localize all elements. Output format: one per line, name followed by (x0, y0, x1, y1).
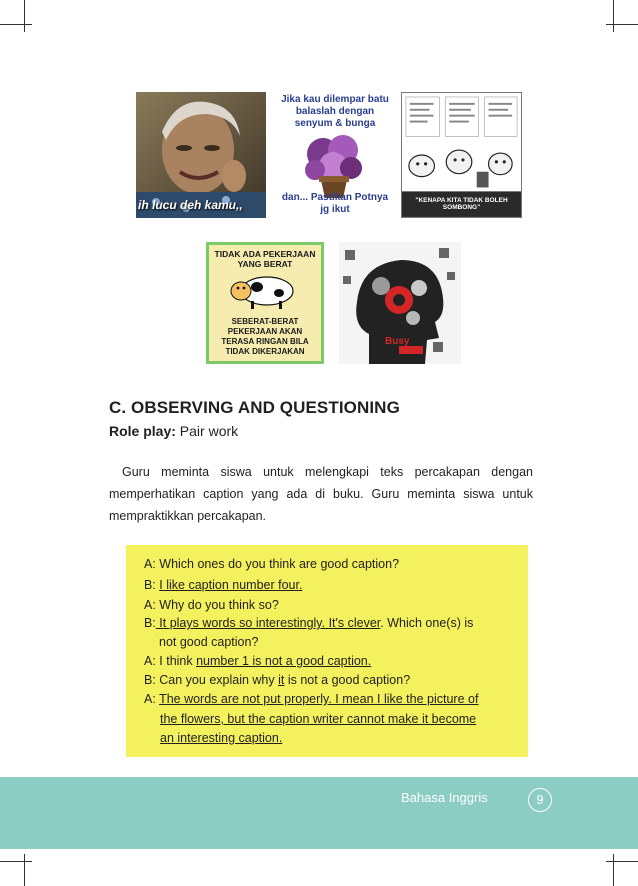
dialog-text: . Which one(s) is (380, 616, 474, 630)
section-heading: C. OBSERVING AND QUESTIONING (109, 398, 400, 417)
role-play-text: Pair work (179, 423, 239, 439)
dialog-line (159, 635, 258, 649)
dialog-answer: It plays words so interestingly. It's clever (155, 616, 381, 630)
dialog-line (144, 616, 473, 630)
dialog-line (160, 712, 476, 726)
instruction-paragraph (109, 461, 533, 527)
crop-mark (24, 854, 25, 886)
dialog-line (144, 692, 478, 706)
dialog-text: is not a good caption? (284, 673, 411, 687)
flowers-caption-bottom: dan... Pastikan Potnya jg ikut (281, 192, 389, 215)
dialog-line (144, 673, 410, 687)
dialog-speaker: A: (144, 692, 160, 706)
dialog-line (144, 654, 371, 668)
busy-head-image (339, 242, 461, 364)
cow-meme-image (206, 242, 324, 364)
dialog-answer: the flowers, but the caption writer cannot make it become (160, 712, 477, 726)
crop-mark (0, 861, 32, 862)
dialog-answer: I like caption number four. (159, 578, 303, 592)
cow-caption-bottom: SEBERAT-BERAT PEKERJAAN AKAN TERASA RINGAN BILA TIDAK DIKERJAKAN (221, 317, 309, 356)
dialog-line (144, 598, 279, 612)
flowers-meme-image (273, 92, 395, 218)
dialog-line (144, 557, 399, 571)
dialog-answer: The words are not put properly. I mean I like the picture of (159, 692, 479, 706)
dialog-answer: number 1 is not a good caption. (196, 654, 372, 668)
busy-label: Busy (385, 336, 410, 347)
page-number: 9 (528, 788, 552, 812)
crop-mark (613, 0, 614, 32)
flowers-caption-top: Jika kau dilempar batu balaslah dengan senyum & bunga (281, 94, 389, 129)
dialog-line (160, 731, 282, 745)
dialog-answer: it (278, 673, 285, 687)
dialog-speaker: B: (144, 616, 156, 630)
footer-subject: Bahasa Inggris (401, 790, 488, 805)
role-play-line (109, 423, 238, 439)
crop-mark (606, 24, 638, 25)
goats-comic-title: "KENAPA KITA TIDAK BOLEH SOMBONG" (415, 197, 508, 211)
dialog-text: A: Why do you think so? (144, 598, 279, 612)
grandma-caption: ih lucu deh kamu,, (138, 198, 243, 212)
dialog-speaker: B: (144, 578, 160, 592)
dialog-text: A: I think (144, 654, 197, 668)
dialog-text: A: Which ones do you think are good caption? (144, 557, 400, 571)
dialog-line (144, 578, 302, 592)
dialog-answer: an interesting caption. (160, 731, 283, 745)
crop-mark (0, 24, 32, 25)
dialog-text: B: Can you explain why (144, 673, 279, 687)
dialog-text: not good caption? (159, 635, 259, 649)
instruction-text: Guru meminta siswa untuk melengkapi teks percakapan dengan memperhatikan caption yang ada di buku. Guru meminta siswa untuk mempraktikkan percakapan. (109, 465, 533, 523)
grandma-photo (136, 92, 266, 218)
crop-mark (606, 861, 638, 862)
crop-mark (613, 854, 614, 886)
crop-mark (24, 0, 25, 32)
goats-comic-image (401, 92, 522, 218)
role-play-label: Role play: (109, 423, 176, 439)
cow-caption-top: TIDAK ADA PEKERJAAN YANG BERAT (214, 249, 316, 269)
